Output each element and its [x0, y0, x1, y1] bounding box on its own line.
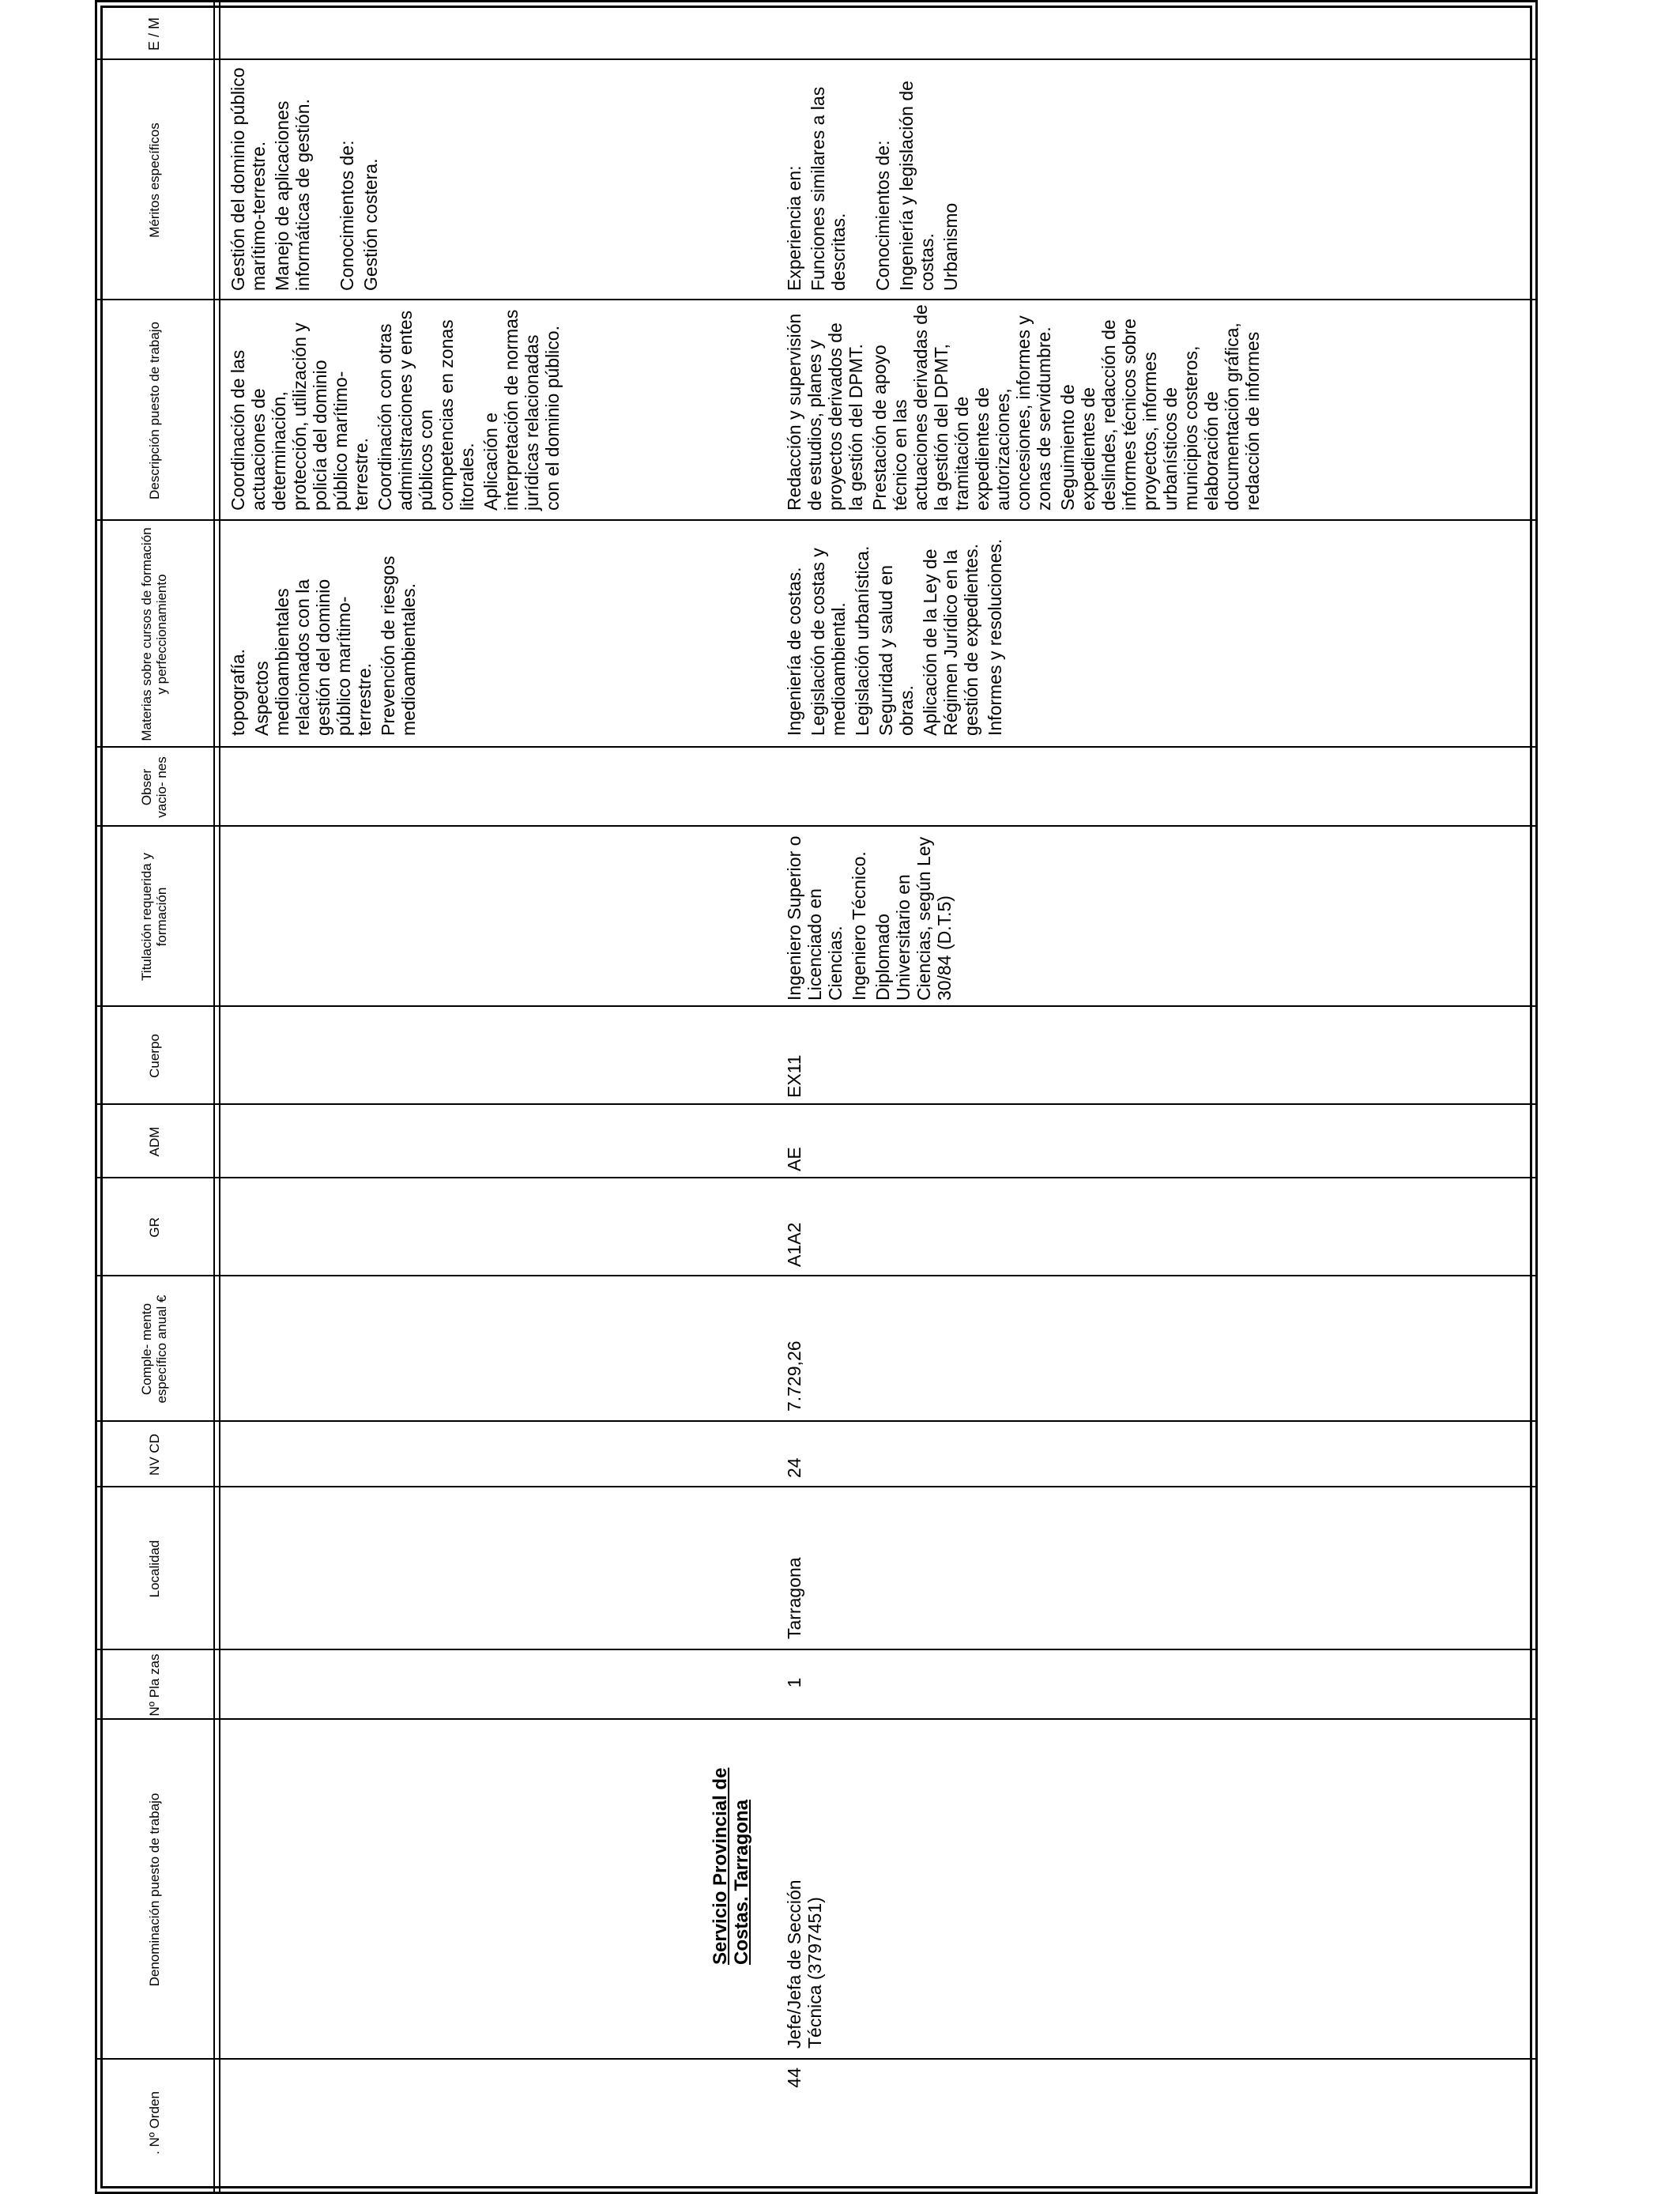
meritos-line: Experiencia en:	[784, 165, 804, 291]
titulacion-line: Diplomado Universitario en Ciencias, según Ley 30/84 (D.T.5)	[872, 836, 955, 1001]
header-descripcion: Descripción puesto de trabajo	[146, 322, 162, 499]
col-line-descripcion	[95, 299, 1538, 300]
header-gr: GR	[146, 1217, 162, 1238]
header-nvcd: NV CD	[146, 1434, 162, 1476]
continuation-meritos-line: Gestión del dominio público marítimo-terrestre.	[228, 67, 269, 291]
continuation-meritos-line: Gestión costera.	[360, 158, 381, 291]
continuation-meritos-line: Manejo de aplicaciones informáticas de gestión.	[272, 99, 313, 291]
continuation-descripcion-line: Aplicación e interpretación de normas jurídicas relacionadas con el dominio público.	[480, 309, 563, 511]
materias-line: Legislación urbanística.	[852, 545, 872, 736]
section-title: Servicio Provincial de Costas. Tarragona	[710, 1767, 752, 1965]
row-denominacion: Jefe/Jefa de Sección Técnica (3797451)	[784, 1879, 825, 2049]
continuation-meritos	[228, 66, 384, 291]
materias-line: Aplicación de la Ley de Régimen Jurídico en la gestión de expedientes.	[920, 544, 981, 736]
header-observaciones: Obser vacio- nes	[139, 756, 169, 818]
header-meritos: Méritos específicos	[146, 123, 162, 238]
titulacion-line: Ingeniero Superior o Licenciado en Ciencias.	[784, 835, 846, 1001]
header-complemento: Comple- mento específico anual €	[139, 1295, 169, 1404]
col-line-nvcd	[95, 1420, 1538, 1422]
header-em: E / M	[145, 17, 162, 51]
materias-line: Seguridad y salud en obras.	[876, 564, 917, 736]
col-line-cuerpo	[95, 1005, 1538, 1007]
header-separator	[213, 0, 215, 2194]
materias-line: Legislación de costas y medioambiental.	[808, 548, 849, 736]
continuation-materias-line: Prevención de riesgos medioambientales.	[378, 556, 419, 736]
continuation-descripcion-line: Coordinación con otras administraciones y entes públicos con competencias en zonas litorales.	[375, 310, 477, 511]
continuation-materias-line: topografía.	[228, 649, 248, 736]
col-line-gr	[95, 1177, 1538, 1178]
continuation-meritos-line: Conocimientos de:	[337, 140, 357, 291]
col-line-localidad	[95, 1486, 1538, 1487]
col-line-observaciones	[95, 746, 1538, 748]
header-orden: . Nº Orden	[146, 2091, 162, 2154]
header-separator-double	[219, 0, 220, 2194]
col-line-complemento	[95, 1275, 1538, 1276]
col-line-plazas	[95, 1649, 1538, 1650]
meritos-line: Ingeniería y legislación de costas.	[896, 81, 937, 291]
meritos-line: Funciones similares a las descritas.	[808, 86, 849, 291]
titulacion-line: Ingeniero Técnico.	[849, 851, 869, 1001]
row-orden: 44	[784, 2068, 804, 2088]
descripcion-line: Prestación de apoyo técnico en las actuaciones derivadas de la gestión del DPMT, tramitación de expedientes de autorizaciones, concesiones, informes y zonas de servidumbre.	[869, 304, 1054, 511]
row-adm: AE	[784, 1147, 804, 1171]
materias-line: Informes y resoluciones.	[985, 538, 1005, 736]
rotated-table-sheet	[95, 0, 1538, 2194]
row-gr: A1A2	[784, 1222, 804, 1267]
col-line-materias	[95, 519, 1538, 521]
row-localidad: Tarragona	[784, 1557, 804, 1639]
descripcion-line: Redacción y supervisión de estudios, planes y proyectos derivados de la gestión del DPMT.	[784, 313, 866, 511]
row-meritos	[784, 66, 964, 291]
descripcion-line: Seguimiento de expedientes de deslindes, redacción de informes técnicos sobre proyectos, informes urbanísticos de municipios costeros, elaboración de documentación gráfica, redacción de informes	[1057, 319, 1263, 511]
meritos-line: Urbanismo	[940, 202, 961, 291]
meritos-line: Conocimientos de:	[872, 140, 893, 291]
row-nvcd: 24	[784, 1457, 804, 1478]
continuation-descripcion-line: Coordinación de las actuaciones de determinación, protección, utilización y policía del dominio público marítimo-terrestre.	[228, 322, 371, 511]
row-plazas: 1	[784, 1677, 804, 1688]
row-complemento: 7.729,26	[784, 1340, 804, 1412]
continuation-materias-line: Aspectos medioambientales relacionados con la gestión del dominio público marítimo-terrestre.	[251, 579, 375, 736]
col-line-adm	[95, 1103, 1538, 1105]
row-cuerpo: EX11	[784, 1054, 804, 1098]
col-line-orden	[95, 2058, 1538, 2060]
header-plazas: Nº Pla zas	[146, 1653, 162, 1717]
header-cuerpo: Cuerpo	[146, 1034, 162, 1078]
header-adm: ADM	[146, 1126, 162, 1157]
header-denominacion: Denominación puesto de trabajo	[146, 1793, 162, 1987]
header-materias: Materias sobre cursos de formación y perfeccionamiento	[139, 527, 169, 741]
materias-line: Ingeniería de costas.	[784, 567, 804, 736]
col-line-denominacion	[95, 1718, 1538, 1720]
row-titulacion	[784, 827, 958, 1001]
continuation-materias	[228, 526, 422, 736]
continuation-descripcion	[228, 303, 566, 511]
header-localidad: Localidad	[146, 1540, 162, 1598]
row-materias	[784, 524, 1008, 736]
header-titulacion: Titulación requerida y formación	[139, 853, 169, 981]
row-descripcion	[784, 303, 1533, 511]
em-row-separator	[95, 58, 1538, 60]
